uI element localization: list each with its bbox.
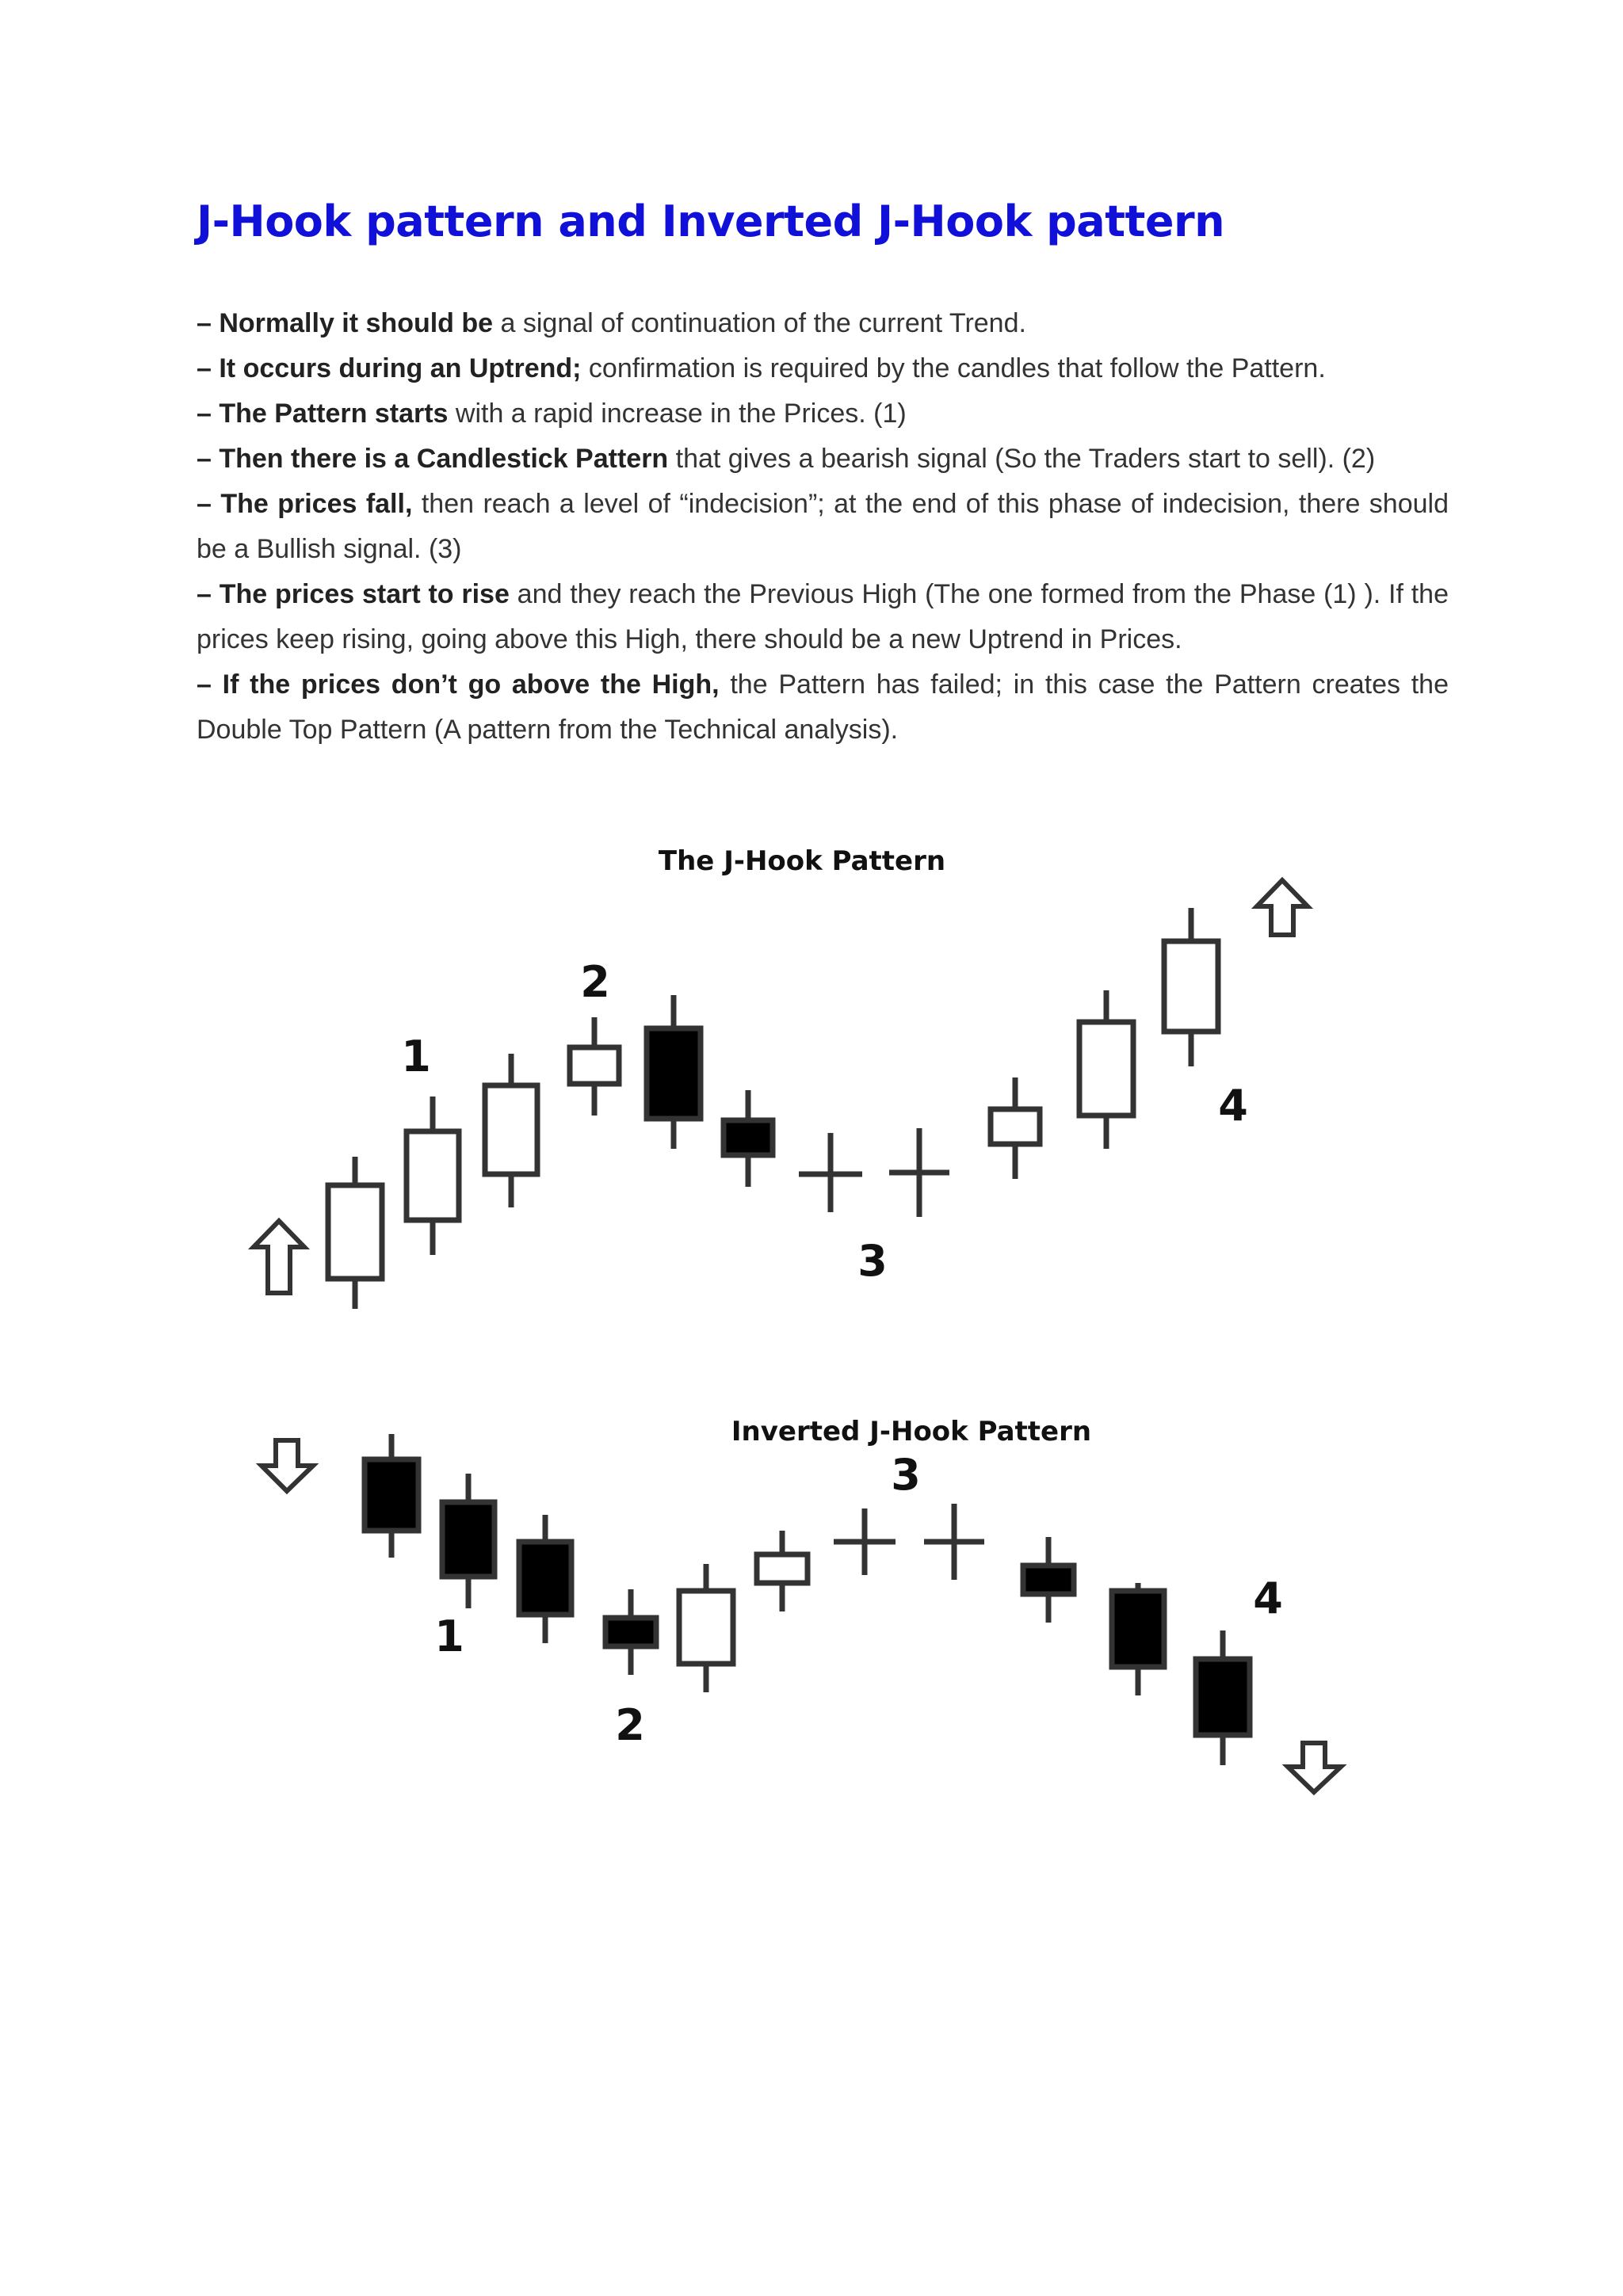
phase-label: 1 — [401, 1032, 431, 1081]
paragraph-lead: – Then there is a Candlestick Pattern — [197, 444, 669, 474]
paragraph-body: that gives a bearish signal (So the Traders start to sell). (2) — [668, 444, 1376, 474]
paragraph-body: then reach a level of “indecision”; at the end of this phase of indecision, there should be a Bullish signal. (3) — [197, 489, 1449, 564]
candle — [570, 1017, 619, 1116]
paragraph-lead: – If the prices don’t go above the High, — [197, 669, 720, 700]
paragraph-body: a signal of continuation of the current Trend. — [493, 308, 1026, 338]
doji — [924, 1504, 984, 1580]
jhook-title: The J-Hook Pattern — [658, 845, 946, 877]
up-arrow-icon — [254, 1221, 304, 1293]
candle — [757, 1531, 808, 1611]
paragraph-lead: – The Pattern starts — [197, 399, 449, 429]
paragraph-body: confirmation is required by the candles that follow the Pattern. — [581, 353, 1326, 383]
candle — [647, 995, 701, 1149]
inverted-jhook-title: Inverted J-Hook Pattern — [731, 1416, 1092, 1447]
paragraph-lead: – It occurs during an Uptrend; — [197, 353, 582, 383]
phase-label: 1 — [434, 1611, 464, 1661]
candle — [407, 1097, 459, 1255]
down-arrow-icon — [262, 1440, 313, 1491]
candle — [328, 1157, 382, 1309]
candle — [1023, 1537, 1074, 1623]
candle — [605, 1589, 656, 1675]
doji — [889, 1128, 949, 1217]
down-arrow-icon — [1288, 1743, 1341, 1792]
phase-label: 2 — [580, 957, 610, 1007]
candle — [442, 1474, 495, 1608]
phase-label: 3 — [857, 1236, 888, 1286]
candle — [1164, 908, 1218, 1066]
candle — [1196, 1630, 1250, 1765]
phase-label: 4 — [1218, 1081, 1248, 1131]
phase-label: 3 — [891, 1450, 921, 1500]
paragraph-body: the Pattern has failed; in this case the Pattern creates the Double Top Pattern (A pattern from the Technical analysis). — [197, 669, 1449, 745]
phase-label: 4 — [1253, 1573, 1283, 1623]
candle — [485, 1054, 537, 1207]
paragraph-body: with a rapid increase in the Prices. (1) — [448, 399, 907, 429]
candle — [365, 1434, 418, 1558]
phase-label: 2 — [615, 1700, 645, 1750]
paragraph-lead: – The prices start to rise — [197, 579, 510, 609]
candle — [724, 1090, 773, 1187]
page-title: J-Hook pattern and Inverted J-Hook pattern — [197, 196, 1225, 246]
paragraph-lead: – Normally it should be — [197, 308, 494, 338]
paragraph-body: and they reach the Previous High (The one formed from the Phase (1) ). If the prices keep rising, going above this High, there should be a new Uptrend in Prices. — [197, 579, 1449, 654]
candle — [1079, 990, 1133, 1149]
candle — [519, 1515, 571, 1643]
candle — [991, 1077, 1040, 1179]
doji — [799, 1133, 862, 1212]
candle — [679, 1564, 733, 1692]
candle — [1112, 1583, 1164, 1695]
doji — [834, 1508, 896, 1575]
paragraph-lead: – The prices fall, — [197, 489, 413, 519]
up-arrow-icon — [1257, 880, 1308, 935]
